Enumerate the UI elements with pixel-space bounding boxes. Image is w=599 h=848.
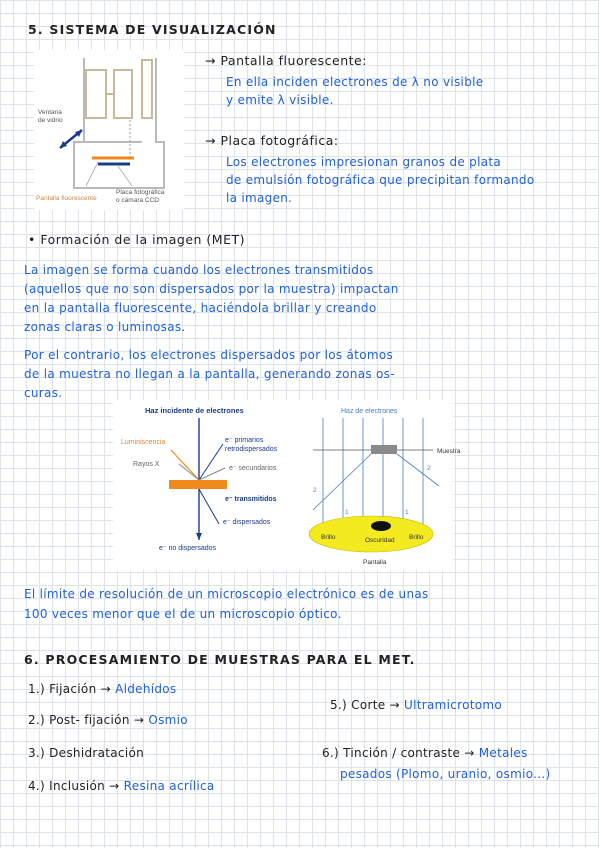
item1-title: → Pantalla fluorescente: <box>205 53 367 68</box>
secondary-label: e⁻ secundarios <box>229 465 277 472</box>
path-number-1-right: 1 <box>405 509 409 516</box>
formation-title: • Formación de la imagen (MET) <box>28 232 245 247</box>
lens-block-right <box>114 70 132 118</box>
bright-label-left: Brillo <box>321 534 336 541</box>
xray-ray <box>179 464 199 480</box>
resolution-line1: El límite de resolución de un microscopio electrónico es de unas <box>24 587 429 601</box>
step-4 <box>28 778 215 795</box>
formation-p1-line4: zonas claras o luminosas. <box>24 320 186 334</box>
transmitted-label: e⁻ transmitidos <box>225 496 277 503</box>
path-number-1-left: 1 <box>345 509 349 516</box>
luminescence-ray <box>171 450 199 480</box>
incident-beam-label: Haz incidente de electrones <box>145 406 244 415</box>
beam-label: Haz de electrones <box>341 408 398 415</box>
item1-line1: En ella inciden electrones de λ no visible <box>226 75 484 89</box>
formation-p1-line2: (aquellos que no son dispersados por la muestra) impactan <box>24 282 399 296</box>
nonscattered-label: e⁻ no dispersados <box>159 545 217 552</box>
step-2-value: Osmio <box>148 713 188 727</box>
sample-slab <box>169 480 227 489</box>
xray-label: Rayos X <box>133 461 160 468</box>
step-2-label: 2.) Post- fijación → <box>28 713 145 727</box>
section-5-title: 5. SISTEMA DE VISUALIZACIÓN <box>28 22 277 37</box>
image-formation-diagram <box>113 400 461 570</box>
step-5-label: 5.) Corte → <box>330 698 400 712</box>
formation-p2-line3: curas. <box>24 386 63 400</box>
screen-label: Pantalla fluorescente <box>36 195 97 202</box>
item2-line1: Los electrones impresionan granos de plata <box>226 155 502 169</box>
step-5 <box>330 697 502 714</box>
item1-line2: y emite λ visible. <box>226 93 334 107</box>
formation-p2-line2: de la muestra no llegan a la pantalla, generando zonas os- <box>24 367 395 381</box>
formation-p1-line3: en la pantalla fluorescente, haciéndola brillar y creando <box>24 301 377 315</box>
luminescence-label: Luminiscencia <box>121 439 166 446</box>
scattered-label: e⁻ dispersados <box>223 519 271 526</box>
sample-dense-region <box>371 445 397 454</box>
item2-line3: la imagen. <box>226 191 293 205</box>
resolution-line2: 100 veces menor que el de un microscopio óptico. <box>24 607 342 621</box>
step-1-label: 1.) Fijación → <box>28 682 111 696</box>
primary-label-1: e⁻ primarios <box>225 437 264 444</box>
step-6-label: 6.) Tinción / contraste → <box>322 746 475 760</box>
plate-label-1: Placa fotográfica <box>116 189 165 196</box>
item2-title: → Placa fotográfica: <box>205 133 339 148</box>
step-5-value: Ultramicrotomo <box>403 698 503 712</box>
column-outline-bottom <box>74 58 164 188</box>
step-6-value: Metales <box>478 746 528 760</box>
step-4-label: 4.) Inclusión → <box>28 779 120 793</box>
bright-label-right: Brillo <box>409 534 424 541</box>
screen-pointer <box>86 162 98 186</box>
window-label-1: Ventana <box>38 109 62 116</box>
scattered-ray <box>199 489 219 524</box>
step-6 <box>322 745 528 762</box>
plate-label-2: o cámara CCD <box>116 197 159 204</box>
step-3 <box>28 745 144 762</box>
step-3-label: 3.) Deshidratación <box>28 746 145 760</box>
step-1 <box>28 681 176 698</box>
sample-label: Muestra <box>437 448 461 455</box>
lens-block-side <box>142 60 152 118</box>
lens-block-left <box>86 70 106 118</box>
step-1-value: Aldehídos <box>115 682 177 696</box>
step-6-continuation: pesados (Plomo, uranio, osmio...) <box>340 767 551 781</box>
formation-p1-line1: La imagen se forma cuando los electrones transmitidos <box>24 263 374 277</box>
screen-label-2: Pantalla <box>363 559 387 566</box>
window-label-2: de vidrio <box>38 117 63 124</box>
path-number-2-right: 2 <box>427 465 431 472</box>
section-6-title: 6. PROCESAMIENTO DE MUESTRAS PARA EL MET. <box>24 652 416 667</box>
dark-spot <box>371 521 391 531</box>
scattered-path-left <box>313 454 371 510</box>
dark-label: Oscuridad <box>365 537 395 544</box>
plate-pointer <box>118 166 132 186</box>
visualization-system-diagram <box>34 50 184 210</box>
item2-line2: de emulsión fotográfica que precipitan formando <box>226 173 535 187</box>
primary-label-2: retrodispersados <box>225 446 278 453</box>
nonscattered-arrowhead <box>196 533 202 540</box>
step-4-value: Resina acrílica <box>123 779 215 793</box>
step-2 <box>28 712 188 729</box>
path-number-2-left: 2 <box>313 487 317 494</box>
formation-p2-line1: Por el contrario, los electrones dispersados por los átomos <box>24 348 394 362</box>
